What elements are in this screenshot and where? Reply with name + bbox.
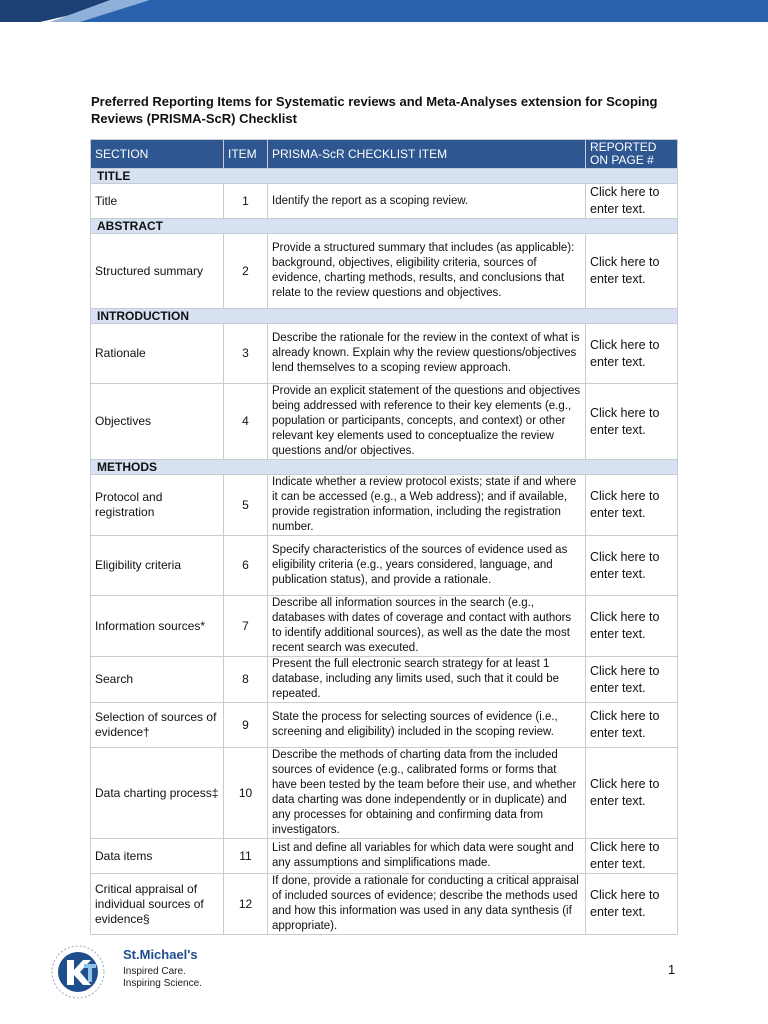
row-item-number: 10 <box>224 748 268 839</box>
row-section: Selection of sources of evidence† <box>91 703 224 748</box>
reported-page-field[interactable]: Click here to enter text. <box>586 748 678 839</box>
table-row <box>91 184 678 219</box>
row-description: List and define all variables for which data were sought and any assumptions and simplifications made. <box>268 839 586 874</box>
row-section: Structured summary <box>91 234 224 309</box>
section-heading-row <box>91 219 678 234</box>
section-heading: INTRODUCTION <box>91 309 678 324</box>
row-section: Information sources* <box>91 596 224 657</box>
table-row <box>91 839 678 874</box>
row-item-number: 11 <box>224 839 268 874</box>
row-description: Present the full electronic search strategy for at least 1 database, including any limits used, such that it could be repeated. <box>268 657 586 703</box>
header-item: ITEM <box>224 140 268 169</box>
table-header-row <box>91 140 678 169</box>
table-row <box>91 874 678 935</box>
row-item-number: 9 <box>224 703 268 748</box>
row-description: If done, provide a rationale for conducting a critical appraisal of included sources of evidence; describe the methods used and how this information was used in any data synthesis (if appropriate). <box>268 874 586 935</box>
row-description: Provide an explicit statement of the questions and objectives being addressed with reference to their key elements (e.g., population or participants, concepts, and context) or other relevant key elements used to conceptualize the review questions and/or objectives. <box>268 384 586 460</box>
section-heading: METHODS <box>91 460 678 475</box>
row-section: Title <box>91 184 224 219</box>
row-item-number: 6 <box>224 536 268 596</box>
reported-page-field[interactable]: Click here to enter text. <box>586 703 678 748</box>
header-reported-on-page: REPORTED ON PAGE # <box>586 140 678 169</box>
row-item-number: 12 <box>224 874 268 935</box>
reported-page-field[interactable]: Click here to enter text. <box>586 475 678 536</box>
table-row <box>91 475 678 536</box>
table-row <box>91 596 678 657</box>
section-heading-row <box>91 460 678 475</box>
reported-page-field[interactable]: Click here to enter text. <box>586 184 678 219</box>
table-row <box>91 657 678 703</box>
row-description: Specify characteristics of the sources of evidence used as eligibility criteria (e.g., years considered, language, and publication status), and provide a rationale. <box>268 536 586 596</box>
top-banner <box>0 0 768 22</box>
table-row <box>91 384 678 460</box>
reported-page-field[interactable]: Click here to enter text. <box>586 384 678 460</box>
logo-name: St.Michael's <box>123 947 198 962</box>
section-heading-row <box>91 169 678 184</box>
row-description: Identify the report as a scoping review. <box>268 184 586 219</box>
row-description: State the process for selecting sources of evidence (i.e., screening and eligibility) included in the scoping review. <box>268 703 586 748</box>
reported-page-field[interactable]: Click here to enter text. <box>586 536 678 596</box>
reported-page-field[interactable]: Click here to enter text. <box>586 234 678 309</box>
row-section: Objectives <box>91 384 224 460</box>
table-row <box>91 234 678 309</box>
table-row <box>91 748 678 839</box>
reported-page-field[interactable]: Click here to enter text. <box>586 839 678 874</box>
reported-page-field[interactable]: Click here to enter text. <box>586 596 678 657</box>
row-section: Eligibility criteria <box>91 536 224 596</box>
row-description: Indicate whether a review protocol exists; state if and where it can be accessed (e.g., a Web address); and if available, provide registration information, including the registration number. <box>268 475 586 536</box>
section-heading: TITLE <box>91 169 678 184</box>
st-michaels-logo <box>50 944 210 1000</box>
row-description: Describe all information sources in the search (e.g., databases with dates of coverage and contact with authors to identify additional sources), as well as the date the most recent search was executed. <box>268 596 586 657</box>
table-row <box>91 536 678 596</box>
row-section: Data items <box>91 839 224 874</box>
header-section: SECTION <box>91 140 224 169</box>
row-section: Search <box>91 657 224 703</box>
row-item-number: 5 <box>224 475 268 536</box>
row-item-number: 1 <box>224 184 268 219</box>
row-item-number: 3 <box>224 324 268 384</box>
row-description: Describe the rationale for the review in the context of what is already known. Explain why the review questions/objectives lend themselves to a scoping review approach. <box>268 324 586 384</box>
reported-page-field[interactable]: Click here to enter text. <box>586 657 678 703</box>
row-description: Describe the methods of charting data from the included sources of evidence (e.g., calibrated forms or forms that have been tested by the team before their use, and whether data charting was done independently or in duplicate) and any processes for obtaining and confirming data from investigators. <box>268 748 586 839</box>
checklist-table <box>90 139 678 935</box>
knowledge-translation-icon <box>50 944 112 1000</box>
table-row <box>91 703 678 748</box>
row-item-number: 2 <box>224 234 268 309</box>
reported-page-field[interactable]: Click here to enter text. <box>586 874 678 935</box>
table-row <box>91 324 678 384</box>
logo-tagline: Inspired Care. <box>123 966 186 977</box>
row-section: Rationale <box>91 324 224 384</box>
document-title: Preferred Reporting Items for Systematic reviews and Meta-Analyses extension for Scoping Reviews (PRISMA-ScR) Checklist <box>91 94 658 126</box>
header-checklist-item: PRISMA-ScR CHECKLIST ITEM <box>268 140 586 169</box>
row-item-number: 7 <box>224 596 268 657</box>
row-section: Critical appraisal of individual sources of evidence§ <box>91 874 224 935</box>
section-heading: ABSTRACT <box>91 219 678 234</box>
logo-tagline: Inspiring Science. <box>123 978 202 989</box>
section-heading-row <box>91 309 678 324</box>
row-item-number: 4 <box>224 384 268 460</box>
row-section: Protocol and registration <box>91 475 224 536</box>
row-section: Data charting process‡ <box>91 748 224 839</box>
row-item-number: 8 <box>224 657 268 703</box>
reported-page-field[interactable]: Click here to enter text. <box>586 324 678 384</box>
page-number: 1 <box>668 962 676 977</box>
row-description: Provide a structured summary that includes (as applicable): background, objectives, eligibility criteria, sources of evidence, charting methods, results, and conclusions that relate to the review questions and objectives. <box>268 234 586 309</box>
